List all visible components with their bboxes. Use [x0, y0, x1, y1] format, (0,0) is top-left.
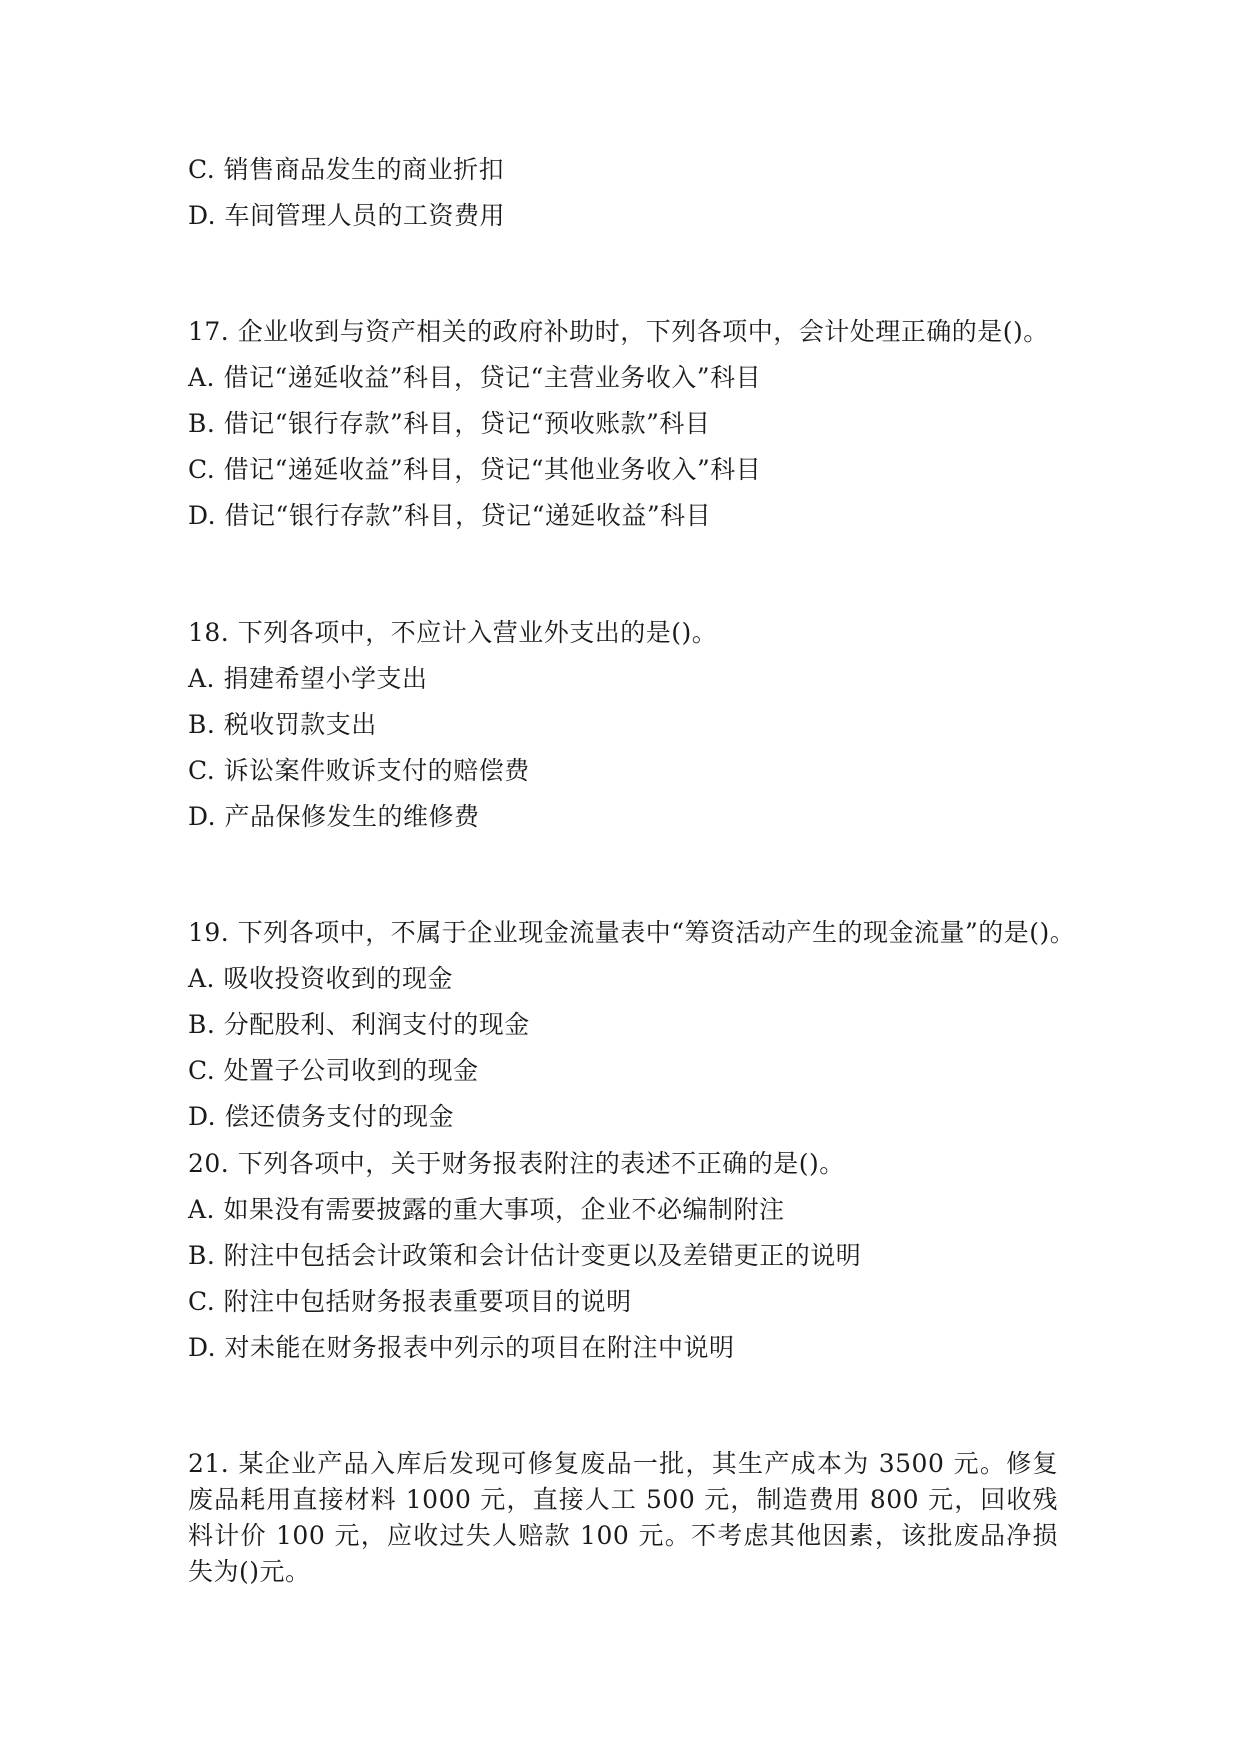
q19-option-b: B. 分配股利、利润支付的现金 — [188, 1010, 530, 1039]
q17-option-b: B. 借记“银行存款”科目，贷记“预收账款”科目 — [188, 409, 711, 438]
q20-option-b: B. 附注中包括会计政策和会计估计变更以及差错更正的说明 — [188, 1241, 862, 1270]
q18-option-d: D. 产品保修发生的维修费 — [188, 802, 480, 831]
q16-option-d: D. 车间管理人员的工资费用 — [188, 201, 506, 230]
q19-option-a: A. 吸收投资收到的现金 — [188, 964, 453, 993]
q18-option-a: A. 捐建希望小学支出 — [188, 664, 428, 693]
q17-stem: 17. 企业收到与资产相关的政府补助时，下列各项中，会计处理正确的是()。 — [188, 317, 1049, 346]
q21-stem: 21. 某企业产品入库后发现可修复废品一批，其生产成本为 3500 元。修复废品耗用直接材料 1000 元，直接人工 500 元，制造费用 800 元，回收残料计价 100 元，应收过失人赔款 100 元。不考虑其他因素，该批废品净损失为()元。 — [188, 1449, 1058, 1586]
q20-stem: 20. 下列各项中，关于财务报表附注的表述不正确的是()。 — [188, 1149, 845, 1178]
q19-option-d: D. 偿还债务支付的现金 — [188, 1102, 455, 1131]
q18-stem: 18. 下列各项中，不应计入营业外支出的是()。 — [188, 618, 718, 647]
q17-option-c: C. 借记“递延收益”科目，贷记“其他业务收入”科目 — [188, 455, 762, 484]
q17-option-d: D. 借记“银行存款”科目，贷记“递延收益”科目 — [188, 501, 712, 530]
q17-option-a: A. 借记“递延收益”科目，贷记“主营业务收入”科目 — [188, 363, 762, 392]
q16-option-c: C. 销售商品发生的商业折扣 — [188, 155, 505, 184]
q18-option-b: B. 税收罚款支出 — [188, 710, 377, 739]
q19-option-c: C. 处置子公司收到的现金 — [188, 1056, 479, 1085]
q19-stem: 19. 下列各项中，不属于企业现金流量表中“筹资活动产生的现金流量”的是()。 — [188, 918, 1076, 947]
q20-option-a: A. 如果没有需要披露的重大事项，企业不必编制附注 — [188, 1195, 785, 1224]
q20-option-d: D. 对未能在财务报表中列示的项目在附注中说明 — [188, 1333, 735, 1362]
q18-option-c: C. 诉讼案件败诉支付的赔偿费 — [188, 756, 530, 785]
q20-option-c: C. 附注中包括财务报表重要项目的说明 — [188, 1287, 632, 1316]
